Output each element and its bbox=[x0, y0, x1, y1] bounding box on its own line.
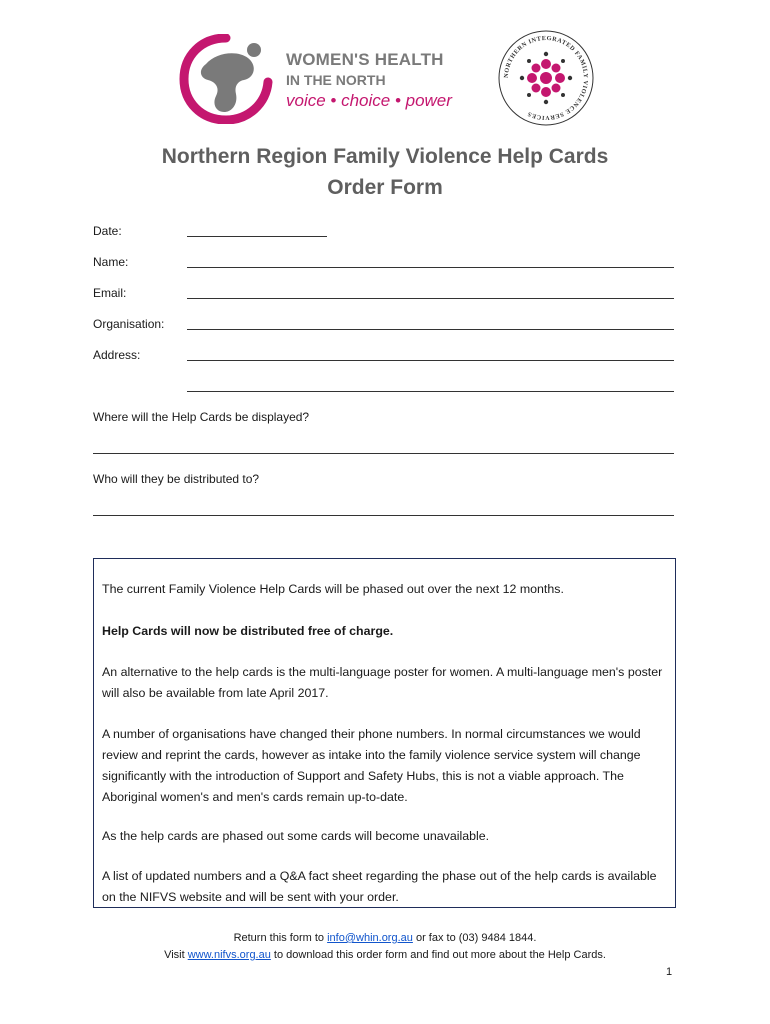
footer-visit-text: Visit bbox=[164, 949, 188, 961]
notice-phone-numbers-text: A number of organisations have changed their phone numbers. In normal circumstances we would review and reprint the cards, however as intake into the family violence service system will change significantly with the introduction of Support and Safety Hubs, this is not a viable approach. The Aboriginal women's and men's cards remain up-to-date. bbox=[102, 727, 641, 804]
date-label: Date: bbox=[93, 224, 122, 238]
notice-unavailable-text: As the help cards are phased out some cards will become unavailable. bbox=[102, 829, 490, 843]
nifvs-ring-text: NORTHERN INTEGRATED FAMILY VIOLENCE SERVICES bbox=[502, 34, 590, 122]
footer-download-text: to download this order form and find out more about the Help Cards. bbox=[270, 949, 606, 961]
name-label: Name: bbox=[93, 255, 129, 269]
address-label: Address: bbox=[93, 348, 141, 362]
whin-name-line1: WOMEN'S HEALTH bbox=[286, 50, 444, 69]
organisation-label: Organisation: bbox=[93, 317, 165, 331]
whin-name-line2: IN THE NORTH bbox=[286, 72, 386, 88]
address-field-line1[interactable] bbox=[187, 360, 674, 361]
notice-poster-text: An alternative to the help cards is the multi-language poster for women. A multi-language men's poster will also be available from late April 2017. bbox=[102, 665, 663, 700]
organisation-field[interactable] bbox=[187, 329, 674, 330]
website-link[interactable]: www.nifvs.org.au bbox=[187, 949, 271, 961]
name-field[interactable] bbox=[187, 267, 674, 268]
nifvs-seal-logo bbox=[496, 28, 596, 128]
displayed-question: Where will the Help Cards be displayed? bbox=[93, 410, 310, 424]
date-field[interactable] bbox=[187, 236, 327, 237]
form-title: Northern Region Family Violence Help Cards bbox=[161, 145, 609, 168]
distributed-question: Who will they be distributed to? bbox=[93, 472, 260, 486]
footer-return-text: Return this form to bbox=[233, 932, 328, 944]
notice-phase-out-text: The current Family Violence Help Cards will be phased out over the next 12 months. bbox=[102, 582, 564, 596]
email-field[interactable] bbox=[187, 298, 674, 299]
whin-tagline: voice • choice • power bbox=[286, 91, 452, 110]
footer-return-line bbox=[0, 932, 770, 944]
distributed-answer-field[interactable] bbox=[93, 515, 674, 516]
whin-logo bbox=[176, 34, 476, 124]
page-number: 1 bbox=[666, 966, 673, 978]
footer-visit-line bbox=[0, 949, 770, 961]
email-label: Email: bbox=[93, 286, 127, 300]
form-subtitle: Order Form bbox=[327, 176, 443, 199]
notice-free-text: Help Cards will now be distributed free of charge. bbox=[102, 624, 394, 638]
whin-figure-icon bbox=[176, 34, 276, 124]
displayed-answer-field[interactable] bbox=[93, 453, 674, 454]
notice-box bbox=[93, 558, 676, 908]
footer-fax-text: or fax to (03) 9484 1844. bbox=[412, 932, 537, 944]
email-link[interactable]: info@whin.org.au bbox=[327, 932, 413, 944]
notice-fact-sheet-text: A list of updated numbers and a Q&A fact sheet regarding the phase out of the help cards is available on the NIFVS website and will be sent with your order. bbox=[102, 869, 657, 904]
address-field-line2[interactable] bbox=[187, 391, 674, 392]
